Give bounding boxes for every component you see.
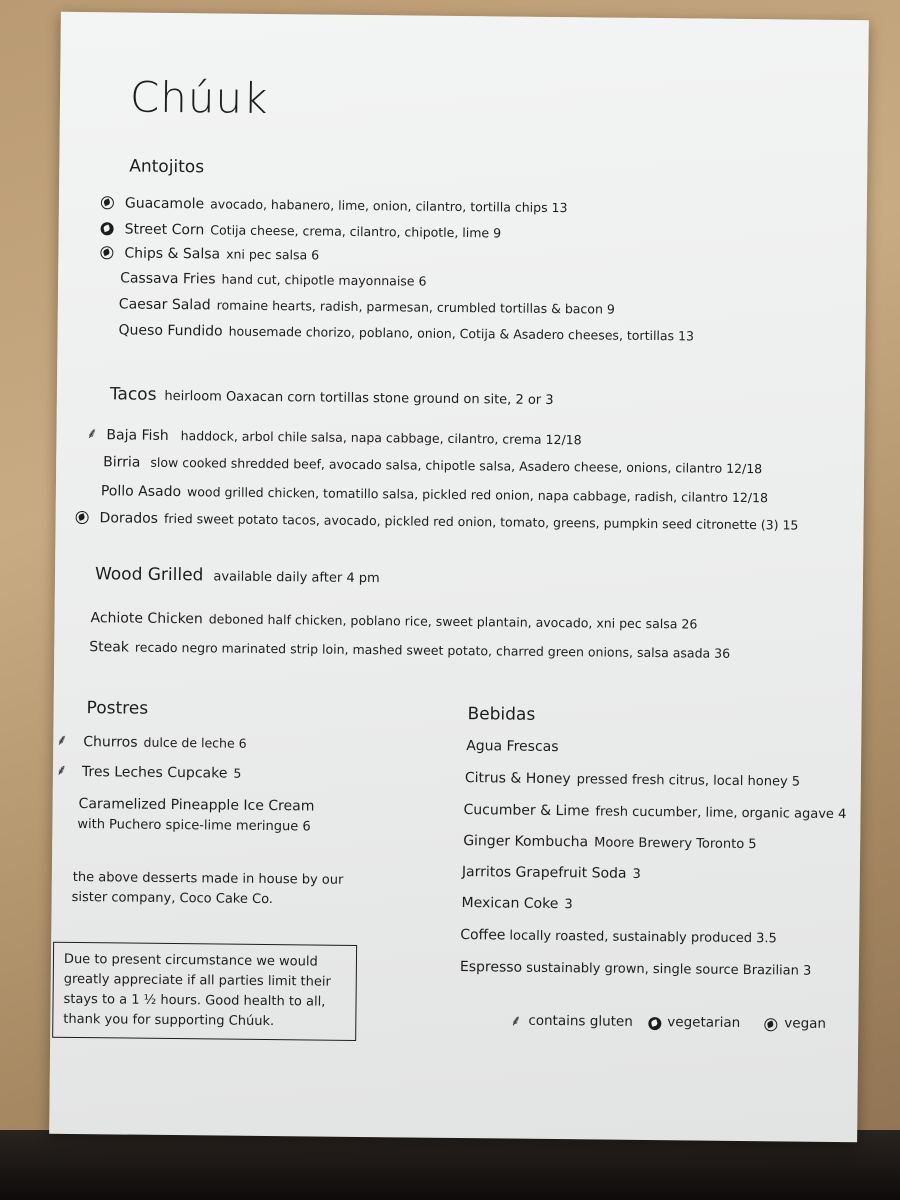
menu-item: [90, 610, 697, 632]
diet-legend: [510, 1013, 840, 1036]
drink-desc: sustainably grown, single source Brazilian 3: [526, 960, 812, 979]
drink-desc: 3: [632, 866, 641, 882]
section-subtitle: heirloom Oaxacan corn tortillas stone ground on site, 2 or 3: [164, 388, 554, 408]
item-desc: avocado, habanero, lime, onion, cilantro, tortilla chips 13: [210, 196, 568, 216]
item-name: Caesar Salad: [118, 296, 211, 314]
menu-item: [83, 734, 247, 752]
item-desc: deboned half chicken, poblano rice, sweet plantain, avocado, xni pec salsa 26: [208, 611, 698, 632]
drink-item: [462, 895, 573, 912]
menu-item: [118, 322, 694, 344]
dessert-special-name: Caramelized Pineapple Ice Cream: [78, 796, 315, 815]
item-name: Churros: [83, 734, 138, 751]
drink-name: Agua Frescas: [466, 738, 559, 756]
item-desc: xni pec salsa 6: [226, 246, 320, 263]
drink-item: [463, 802, 846, 822]
item-desc: Cotija cheese, crema, cilantro, chipotle, lime 9: [210, 222, 502, 241]
item-name: Steak: [89, 639, 130, 656]
item-desc: dulce de leche 6: [143, 734, 247, 751]
item-name: Achiote Chicken: [90, 610, 203, 628]
drink-desc: 3: [564, 897, 573, 913]
notice-box: Due to present circumstance we would greatly appreciate if all parties limit their stays to a 1 ½ hours. Good health to all, thank you for supporting Chúuk.: [52, 942, 357, 1041]
section-title-wood-grilled: Wood Grilled: [94, 564, 204, 586]
item-desc: haddock, arbol chile salsa, napa cabbage, cilantro, crema 12/18: [180, 428, 582, 448]
legend-vegan-label: vegan: [784, 1015, 827, 1032]
menu-item: [125, 221, 502, 241]
section-title-bebidas: Bebidas: [467, 704, 536, 725]
item-name: Guacamole: [124, 195, 205, 213]
drink-item: [460, 927, 777, 946]
item-name: Street Corn: [124, 221, 205, 239]
section-subtitle: available daily after 4 pm: [213, 569, 380, 587]
section-title-antojitos: Antojitos: [129, 156, 205, 178]
drink-name: Coffee: [460, 927, 506, 944]
vegetarian-icon: [648, 1017, 661, 1030]
menu-item: [89, 639, 730, 662]
menu-item: [125, 195, 568, 216]
menu-item: [119, 296, 615, 317]
item-name: Birria: [103, 454, 141, 471]
menu-item: [106, 427, 581, 448]
drink-name: Espresso: [459, 959, 523, 976]
drink-name: Cucumber & Lime: [463, 802, 590, 820]
item-desc: 5: [233, 765, 242, 781]
dessert-note-line: the above desserts made in house by our: [72, 869, 344, 888]
item-desc: hand cut, chipotle mayonnaise 6: [221, 271, 427, 289]
menu-item: [103, 454, 762, 477]
gluten-icon: ⸙: [86, 424, 98, 443]
item-desc: slow cooked shredded beef, avocado salsa, chipotle salsa, Asadero cheese, onions, cilantro 12/18: [150, 454, 763, 477]
menu-item: [82, 764, 242, 782]
dessert-special-desc: with Puchero spice-lime meringue 6: [77, 817, 311, 835]
item-name: Dorados: [99, 510, 159, 527]
item-name: Chips & Salsa: [124, 245, 221, 263]
item-name: Tres Leches Cupcake: [81, 764, 228, 782]
dessert-note-line: sister company, Coco Cake Co.: [71, 889, 274, 908]
item-name: Cassava Fries: [120, 270, 216, 288]
drink-name: Jarritos Grapefruit Soda: [461, 864, 627, 882]
restaurant-title: Chúuk: [129, 72, 269, 123]
menu-item: [100, 510, 799, 533]
item-desc: romaine hearts, radish, parmesan, crumbled tortillas & bacon 9: [216, 297, 615, 317]
item-desc: wood grilled chicken, tomatillo salsa, pickled red onion, napa cabbage, radish, cilantro 12/18: [187, 484, 769, 506]
item-desc: housemade chorizo, poblano, onion, Cotija & Asadero cheeses, tortillas 13: [228, 323, 695, 344]
vegan-icon: [100, 246, 113, 259]
drink-item: [460, 959, 812, 979]
item-name: Queso Fundido: [118, 322, 223, 340]
section-title-postres: Postres: [86, 698, 149, 719]
menu-item: [120, 270, 427, 289]
menu-item: [101, 483, 768, 506]
drink-name: Ginger Kombucha: [463, 833, 589, 851]
drink-item: [466, 738, 558, 755]
item-name: Pollo Asado: [100, 483, 182, 501]
menu-sheet: [49, 12, 869, 1142]
item-desc: fried sweet potato tacos, avocado, pickled red onion, tomato, greens, pumpkin seed citronette (3) 15: [163, 510, 799, 533]
drink-desc: fresh cucumber, lime, organic agave 4: [595, 804, 847, 823]
drink-desc: pressed fresh citrus, local honey 5: [576, 772, 801, 790]
notice-box-wrapper: [52, 942, 359, 1037]
menu-item: [124, 245, 319, 263]
legend-gluten-label: contains gluten: [528, 1012, 633, 1030]
drink-item: [462, 864, 641, 882]
vegan-icon: [764, 1018, 777, 1031]
item-name: Baja Fish: [106, 427, 169, 444]
vegan-icon: [101, 196, 114, 209]
section-header-tacos: [110, 384, 554, 409]
drink-name: Citrus & Honey: [464, 770, 571, 788]
gluten-icon: ⸙: [510, 1011, 522, 1030]
section-title-tacos: Tacos: [109, 384, 157, 405]
drink-desc: locally roasted, sustainably produced 3.5: [509, 928, 777, 947]
legend-vegetarian-label: vegetarian: [667, 1014, 741, 1031]
drink-item: [463, 833, 757, 852]
item-desc: recado negro marinated strip loin, mashed sweet potato, charred green onions, salsa asada 36: [134, 639, 731, 661]
drink-name: Mexican Coke: [461, 895, 559, 913]
gluten-icon: ⸙: [55, 760, 68, 779]
drink-item: [465, 770, 800, 790]
drink-desc: Moore Brewery Toronto 5: [594, 835, 757, 853]
vegetarian-icon: [101, 222, 114, 235]
section-header-wood-grilled: [95, 564, 380, 587]
vegan-icon: [76, 511, 89, 524]
gluten-icon: ⸙: [56, 730, 68, 749]
